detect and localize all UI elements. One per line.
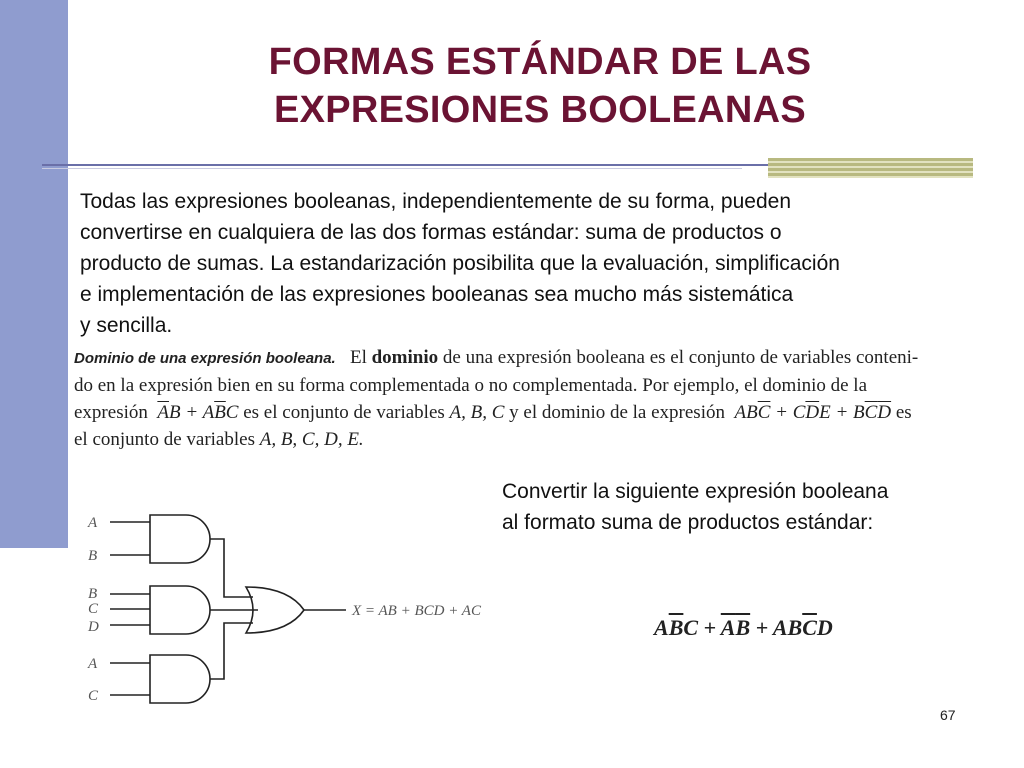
body-line: producto de sumas. La estandarización posibilita que la evaluación, simplificación — [80, 252, 840, 275]
excerpt-lead: Dominio de una expresión booleana. — [74, 350, 336, 367]
input-label: A — [88, 656, 98, 672]
input-label: B — [88, 548, 98, 564]
input-label: A — [88, 515, 98, 531]
input-label: C — [88, 601, 99, 617]
excerpt-text: el conjunto de variables — [74, 429, 255, 450]
excerpt-term: dominio — [371, 347, 439, 368]
body-paragraph — [80, 186, 1010, 341]
excerpt-line-2: do en la expresión bien en su forma complementada o no complementada. Por ejemplo, el dominio de la — [74, 375, 868, 396]
body-line: convertirse en cualquiera de las dos formas estándar: suma de productos o — [80, 221, 782, 244]
excerpt-text: de una expresión booleana es el conjunto de variables conteni- — [442, 347, 919, 368]
variables-1: A, B, C — [449, 402, 505, 423]
title-divider-shadow — [42, 168, 742, 169]
excerpt-text: expresión — [74, 402, 148, 423]
and-gate-2 — [150, 586, 210, 634]
slide-title — [120, 38, 960, 134]
input-label: B — [88, 586, 98, 602]
title-line-2: EXPRESIONES BOOLEANAS — [273, 89, 807, 131]
and-gate-1 — [150, 515, 210, 563]
excerpt-line-1 — [74, 344, 1004, 372]
excerpt-text: es — [895, 402, 912, 423]
excerpt-text: es el conjunto de variables — [243, 402, 445, 423]
logic-circuit-diagram — [78, 505, 538, 710]
example-expression-1: $\overline{A}B + A\overline{B}C$ — [157, 402, 239, 423]
exercise-line-2: al formato suma de productos estándar: — [502, 511, 874, 534]
excerpt-line-3 — [74, 399, 1004, 426]
excerpt-line-4 — [74, 426, 1004, 453]
page-number: 67 — [940, 707, 956, 723]
and-gate-3 — [150, 655, 210, 703]
example-expression-2: $AB\overline{C} + C\overline{D}E + B\overline{C}\overline{D}$ — [734, 402, 892, 423]
body-line: e implementación de las expresiones booleanas sea mucho más sistemática — [80, 283, 794, 306]
body-line: y sencilla. — [80, 314, 173, 337]
exercise-line-1: Convertir la siguiente expresión booleana — [502, 480, 889, 503]
accent-block — [768, 158, 973, 178]
body-line: Todas las expresiones booleanas, independientemente de su forma, pueden — [80, 190, 791, 213]
excerpt-text: El — [349, 347, 367, 368]
input-label: C — [88, 688, 99, 704]
output-expression: X = AB + BCD + AC — [352, 603, 481, 619]
title-line-1: FORMAS ESTÁNDAR DE LAS — [268, 41, 812, 83]
variables-2: A, B, C, D, E. — [259, 429, 364, 450]
book-excerpt — [74, 344, 1004, 453]
exercise-prompt — [502, 476, 992, 538]
input-label: D — [88, 619, 99, 635]
excerpt-text: y el dominio de la expresión — [509, 402, 725, 423]
target-expression: $A\overline{B}C + \overline{A}\overline{B} + AB\overline{C}D$ — [654, 615, 833, 640]
side-band — [0, 0, 68, 548]
